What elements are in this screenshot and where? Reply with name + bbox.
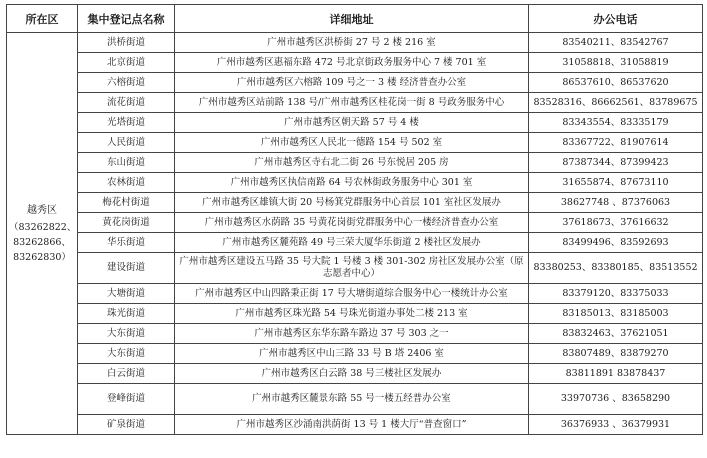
phone-cell: 36376933 、36379931 [529,415,703,435]
address-cell: 广州市越秀区中山四路秉正街 17 号大塘街道综合服务中心一楼统计办公室 [175,284,529,304]
address-cell: 广州市越秀区沙涌南洪荫街 13 号 1 楼大厅“普查窗口” [175,415,529,435]
address-cell: 广州市越秀区水荫路 35 号黄花岗街党群服务中心一楼经济普查办公室 [175,213,529,233]
table-row [7,213,703,233]
phone-cell: 87387344、87399423 [529,153,703,173]
phone-cell: 31655874、87673110 [529,173,703,193]
phone-cell: 83807489、83879270 [529,344,703,364]
table-row [7,415,703,435]
point-name-cell: 六榕街道 [78,73,175,93]
address-cell: 广州市越秀区朝天路 57 号 4 楼 [175,113,529,133]
phone-cell: 83528316、86662561、83789675 [529,93,703,113]
point-name-cell: 人民街道 [78,133,175,153]
address-cell: 广州市越秀区洪桥街 27 号 2 楼 216 室 [175,33,529,53]
address-cell: 广州市越秀区雄镇大街 20 号杨箕党群服务中心首层 101 室社区发展办 [175,193,529,213]
address-cell: 广州市越秀区白云路 38 号三楼社区发展办 [175,364,529,384]
address-cell: 广州市越秀区中山三路 33 号 B 塔 2406 室 [175,344,529,364]
header-address: 详细地址 [175,5,529,33]
phone-cell: 83832463、37621051 [529,324,703,344]
phone-cell: 83499496、83592693 [529,233,703,253]
phone-cell: 83185013、83185003 [529,304,703,324]
district-phone-line: 83262866、 [13,236,71,248]
district-name: 越秀区 [27,204,57,216]
address-cell: 广州市越秀区惠福东路 472 号北京街政务服务中心 7 楼 701 室 [175,53,529,73]
table-row [7,153,703,173]
header-phone: 办公电话 [529,5,703,33]
address-cell: 广州市越秀区六榕路 109 号之一 3 楼 经济普查办公室 [175,73,529,93]
table-row [7,53,703,73]
phone-cell: 83380253、83380185、83513552 [529,253,703,284]
table-row [7,193,703,213]
point-name-cell: 东山街道 [78,153,175,173]
point-name-cell: 建设街道 [78,253,175,284]
address-cell: 广州市越秀区麓景东路 55 号一楼五经普办公室 [175,384,529,415]
point-name-cell: 珠光街道 [78,304,175,324]
table-row [7,284,703,304]
table-body [7,33,703,435]
address-cell: 广州市越秀区东华东路车路边 37 号 303 之一 [175,324,529,344]
point-name-cell: 大东街道 [78,324,175,344]
phone-cell: 83540211、83542767 [529,33,703,53]
table-row [7,253,703,284]
point-name-cell: 大塘街道 [78,284,175,304]
phone-cell: 33970736 、83658290 [529,384,703,415]
phone-cell: 83367722、81907614 [529,133,703,153]
phone-cell: 83811891 83878437 [529,364,703,384]
address-cell: 广州市越秀区执信南路 64 号农林街政务服务中心 301 室 [175,173,529,193]
point-name-cell: 流花街道 [78,93,175,113]
point-name-cell: 北京街道 [78,53,175,73]
address-cell: 广州市越秀区站前路 138 号/广州市越秀区桂花岗一街 8 号政务服务中心 [175,93,529,113]
table-row [7,304,703,324]
district-phone-line: 83262830） [13,251,71,263]
table-row [7,33,703,53]
table-row [7,324,703,344]
point-name-cell: 梅花村街道 [78,193,175,213]
table-row [7,73,703,93]
table-row [7,93,703,113]
phone-cell: 37618673、37616632 [529,213,703,233]
district-cell [7,33,78,435]
district-phone-line: （83262822、 [9,221,77,233]
phone-cell: 31058818、31058819 [529,53,703,73]
table-row [7,173,703,193]
table-row [7,364,703,384]
table-header-row [7,5,703,33]
point-name-cell: 华乐街道 [78,233,175,253]
address-cell: 广州市越秀区麓苑路 49 号三荣大厦华乐街道 2 楼社区发展办 [175,233,529,253]
header-district: 所在区 [7,5,78,33]
point-name-cell: 光塔街道 [78,113,175,133]
phone-cell: 38627748 、87376063 [529,193,703,213]
address-cell: 广州市越秀区建设五马路 35 号大院 1 号楼 3 楼 301-302 房社区发展办公室（原志愿者中心） [175,253,529,284]
point-name-cell: 农林街道 [78,173,175,193]
address-cell: 广州市越秀区寺右北二街 26 号东悦居 205 房 [175,153,529,173]
point-name-cell: 白云街道 [78,364,175,384]
table-row [7,113,703,133]
registration-points-table [6,4,703,435]
table-row [7,384,703,415]
phone-cell: 83379120、83375033 [529,284,703,304]
address-cell: 广州市越秀区人民北一德路 154 号 502 室 [175,133,529,153]
point-name-cell: 大东街道 [78,344,175,364]
address-cell: 广州市越秀区珠光路 54 号珠光街道办事处二楼 213 室 [175,304,529,324]
header-point-name: 集中登记点名称 [78,5,175,33]
phone-cell: 83343554、83335179 [529,113,703,133]
phone-cell: 86537610、86537620 [529,73,703,93]
point-name-cell: 洪桥街道 [78,33,175,53]
table-row [7,233,703,253]
point-name-cell: 矿泉街道 [78,415,175,435]
registration-table-container [6,4,702,435]
table-row [7,344,703,364]
point-name-cell: 登峰街道 [78,384,175,415]
point-name-cell: 黄花岗街道 [78,213,175,233]
table-row [7,133,703,153]
